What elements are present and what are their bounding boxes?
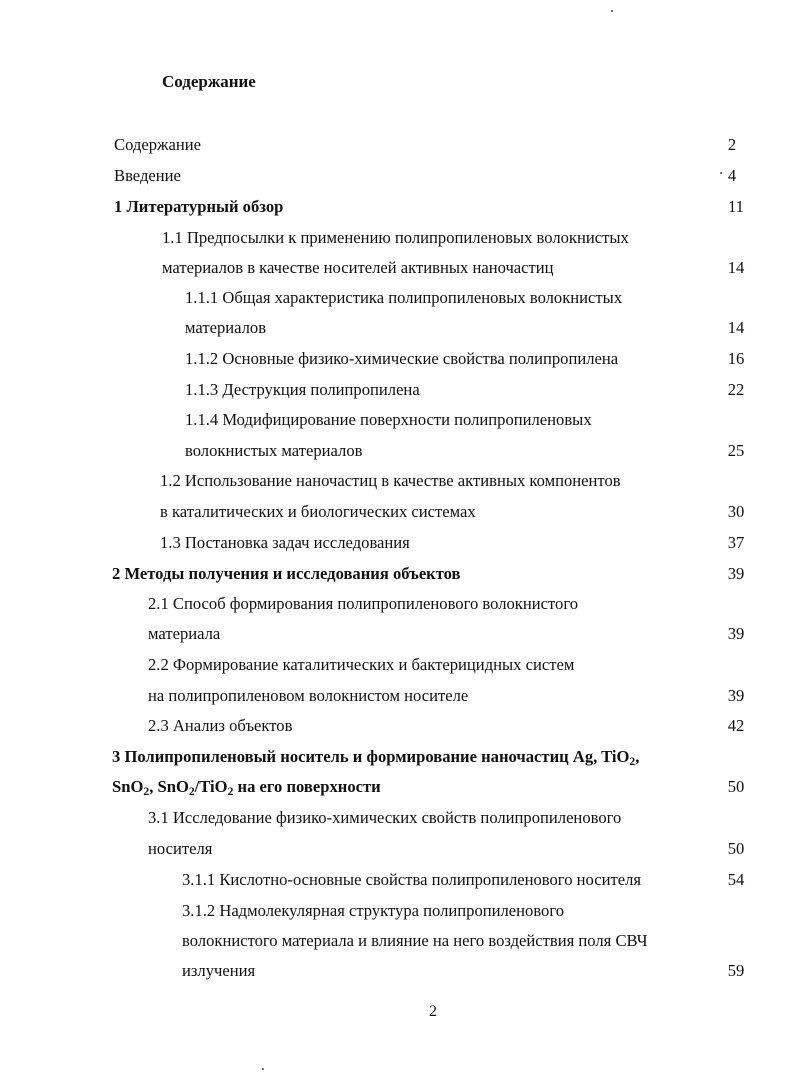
toc-entry-2-1-line-2: материала xyxy=(148,624,221,643)
toc-entry-1-3: 1.3 Постановка задач исследования xyxy=(160,533,410,552)
toc-page-introduction: 4 xyxy=(727,166,737,185)
toc-entry-2-3: 2.3 Анализ объектов xyxy=(148,716,293,735)
toc-page-2-1: 39 xyxy=(727,624,745,643)
toc-entry-1-1-2: 1.1.2 Основные физико-химические свойства полипропилена xyxy=(185,349,619,368)
toc-page-1-3: 37 xyxy=(727,533,745,552)
page-title: Содержание xyxy=(162,72,256,91)
toc-page-chapter-1: 11 xyxy=(728,197,744,216)
toc-entry-1-1-1-line-1: 1.1.1 Общая характеристика полипропиленовых волокнистых xyxy=(185,288,623,307)
toc-entry-3-1-1: 3.1.1 Кислотно-основные свойства полипропиленового носителя xyxy=(182,870,642,889)
toc-page-2-3: 42 xyxy=(727,716,745,735)
toc-page-2-2: 39 xyxy=(727,686,745,705)
toc-entry-1-2-line-1: 1.2 Использование наночастиц в качестве активных компонентов xyxy=(160,471,621,490)
toc-entry-1-1-4-line-1: 1.1.4 Модифицирование поверхности полипропиленовых xyxy=(185,410,592,429)
scan-speck xyxy=(611,10,613,12)
toc-entry-2-2-line-1: 2.2 Формирование каталитических и бактерицидных систем xyxy=(148,655,575,674)
toc-page-3-1-1: 54 xyxy=(727,870,745,889)
toc-entry-1-1-line-1: 1.1 Предпосылки к применению полипропиленовых волокнистых xyxy=(162,228,629,247)
scan-speck xyxy=(262,1068,264,1070)
toc-page-1-1-4: 25 xyxy=(727,441,745,460)
toc-entry-3-1-2-line-3: излучения xyxy=(182,961,256,980)
toc-page-1-1-1: 14 xyxy=(727,318,745,337)
toc-entry-3-1-line-2: носителя xyxy=(148,839,213,858)
toc-entry-1-1-line-2: материалов в качестве носителей активных наночастиц xyxy=(162,258,554,277)
toc-page-1-1: 14 xyxy=(727,258,745,277)
toc-entry-chapter-3-line-2: SnO$_2$, SnO$_2$/TiO$_2$ на его поверхности xyxy=(112,777,381,798)
toc-page-3-1-2: 59 xyxy=(727,961,745,980)
toc-entry-3-1-line-1: 3.1 Исследование физико-химических свойств полипропиленового xyxy=(148,808,622,827)
toc-page-contents: 2 xyxy=(727,135,737,154)
toc-entry-3-1-2-line-2: волокнистого материала и влияние на него воздействия поля СВЧ xyxy=(182,931,648,950)
toc-entry-contents: Содержание xyxy=(114,135,201,154)
toc-entry-introduction: Введение xyxy=(114,166,181,185)
toc-entry-chapter-3-line-1: 3 Полипропиленовый носитель и формирование наночастиц Ag, TiO$_2$, xyxy=(112,747,640,768)
toc-entry-1-1-3: 1.1.3 Деструкция полипропилена xyxy=(185,380,420,399)
toc-entry-2-1-line-1: 2.1 Способ формирования полипропиленового волокнистого xyxy=(148,594,579,613)
scan-speck xyxy=(720,172,722,174)
toc-entry-3-1-2-line-1: 3.1.2 Надмолекулярная структура полипропиленового xyxy=(182,901,565,920)
toc-entry-chapter-1: 1 Литературный обзор xyxy=(114,197,284,216)
toc-page-chapter-3: 50 xyxy=(727,777,745,796)
toc-entry-1-2-line-2: в каталитических и биологических системах xyxy=(160,502,476,521)
toc-page-3-1: 50 xyxy=(727,839,745,858)
toc-page-1-2: 30 xyxy=(727,502,745,521)
toc-entry-1-1-1-line-2: материалов xyxy=(185,318,267,337)
toc-entry-1-1-4-line-2: волокнистых материалов xyxy=(185,441,363,460)
toc-page-1-1-3: 22 xyxy=(727,380,745,399)
toc-entry-chapter-2: 2 Методы получения и исследования объектов xyxy=(112,564,461,583)
toc-page-chapter-2: 39 xyxy=(727,564,745,583)
page-number: 2 xyxy=(429,1003,437,1020)
toc-entry-2-2-line-2: на полипропиленовом волокнистом носителе xyxy=(148,686,469,705)
toc-page-1-1-2: 16 xyxy=(727,349,745,368)
